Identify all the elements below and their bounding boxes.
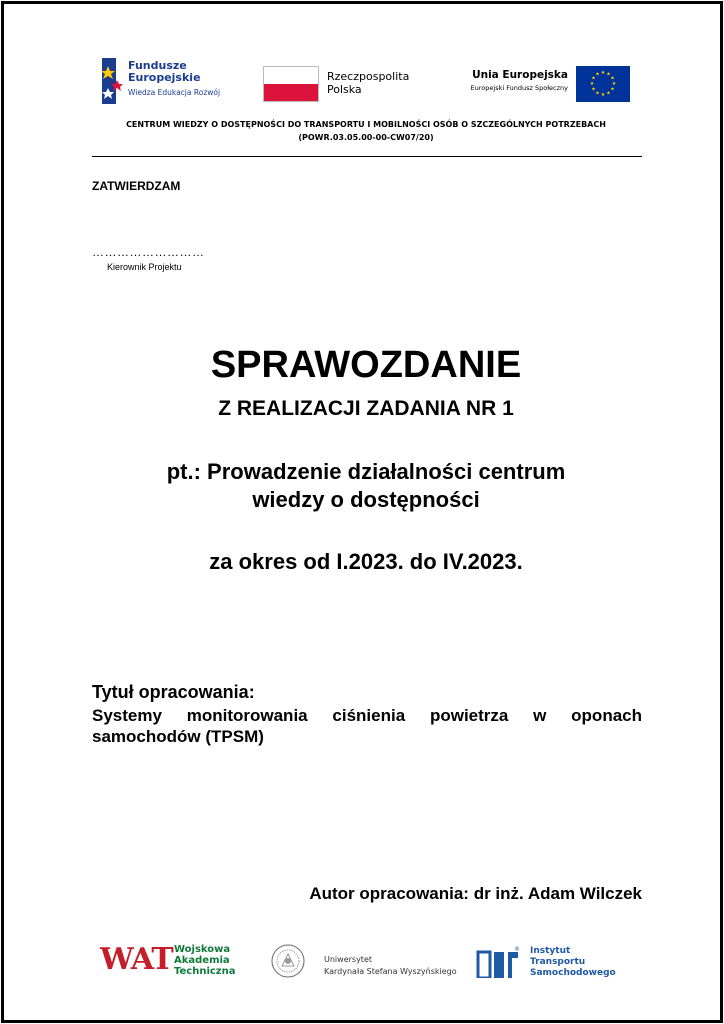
report-topic <box>104 458 628 514</box>
svg-text:★: ★ <box>611 81 617 87</box>
fundusze-europejskie-logo <box>100 58 240 106</box>
fe-star-icon <box>100 58 124 104</box>
uksw-logo-line2: Kardynała Stefana Wyszyńskiego <box>324 967 457 976</box>
svg-text:★: ★ <box>591 75 596 82</box>
report-subtitle: Z REALIZACJI ZADANIA NR 1 <box>218 397 514 420</box>
rzeczpospolita-polska-logo <box>263 66 423 102</box>
centre-header <box>84 118 648 144</box>
university-seal-icon <box>268 944 308 978</box>
uksw-logo-line1: Uniwersytet <box>324 955 372 964</box>
fe-logo-line1: Fundusze <box>128 59 187 72</box>
unia-europejska-logo <box>464 66 632 102</box>
wat-logo <box>100 942 240 978</box>
signature-role: Kierownik Projektu <box>107 262 182 272</box>
svg-text:★: ★ <box>600 92 606 98</box>
fe-logo-line2: Europejskie <box>128 71 201 84</box>
its-logo-icon <box>476 946 520 978</box>
report-topic-line1: pt.: Prowadzenie działalności centrum <box>166 459 566 484</box>
project-code: (POWR.03.05.00-00-CW07/20) <box>298 133 434 142</box>
rp-logo-line1: Rzeczpospolita <box>327 70 410 83</box>
svg-text:★: ★ <box>610 86 615 93</box>
svg-text:★: ★ <box>606 71 611 78</box>
wat-logo-line2: Akademia <box>174 955 230 966</box>
study-author: Autor opracowania: dr inż. Adam Wilczek <box>309 884 642 903</box>
signature-line: ……………………… <box>92 245 205 259</box>
polish-flag-icon <box>263 66 319 102</box>
svg-text:★: ★ <box>595 71 600 78</box>
svg-text:®: ® <box>514 946 520 953</box>
fe-logo-line3: Wiedza Edukacja Rozwój <box>128 88 221 97</box>
study-title-label: Tytuł opracowania: <box>92 682 255 702</box>
study-title-value: Systemy monitorowania ciśnienia powietrza w oponach samochodów (TPSM) <box>92 706 642 746</box>
its-logo-line3: Samochodowego <box>530 968 616 978</box>
its-logo <box>476 944 626 978</box>
report-period: za okres od I.2023. do IV.2023. <box>209 549 523 574</box>
report-topic-line2: wiedzy o dostępności <box>252 487 480 512</box>
approval-label: ZATWIERDZAM <box>92 179 181 193</box>
header-divider <box>92 156 642 157</box>
uksw-logo <box>268 944 458 980</box>
centre-name: CENTRUM WIEDZY O DOSTĘPNOŚCI DO TRANSPORTU I MOBILNOŚCI OSÓB O SZCZEGÓLNYCH POTRZEBACH <box>126 120 606 129</box>
svg-text:★: ★ <box>589 81 595 87</box>
rp-logo-line2: Polska <box>327 83 362 96</box>
svg-text:★: ★ <box>606 90 611 97</box>
document-page <box>1 1 723 1023</box>
svg-text:★: ★ <box>600 70 606 76</box>
svg-text:★: ★ <box>591 86 596 93</box>
wat-logo-line1: Wojskowa <box>174 944 231 955</box>
wat-logo-mark: WAT <box>100 942 173 977</box>
eu-flag-icon <box>576 66 630 102</box>
svg-text:★: ★ <box>595 90 600 97</box>
svg-text:★: ★ <box>610 75 615 82</box>
its-logo-line1: Instytut <box>530 946 571 956</box>
report-title: SPRAWOZDANIE <box>210 344 522 386</box>
eu-logo-line1: Unia Europejska <box>472 69 568 81</box>
eu-logo-line2: Europejski Fundusz Społeczny <box>470 84 568 92</box>
wat-logo-line3: Techniczna <box>174 966 236 977</box>
its-logo-line2: Transportu <box>530 957 586 967</box>
